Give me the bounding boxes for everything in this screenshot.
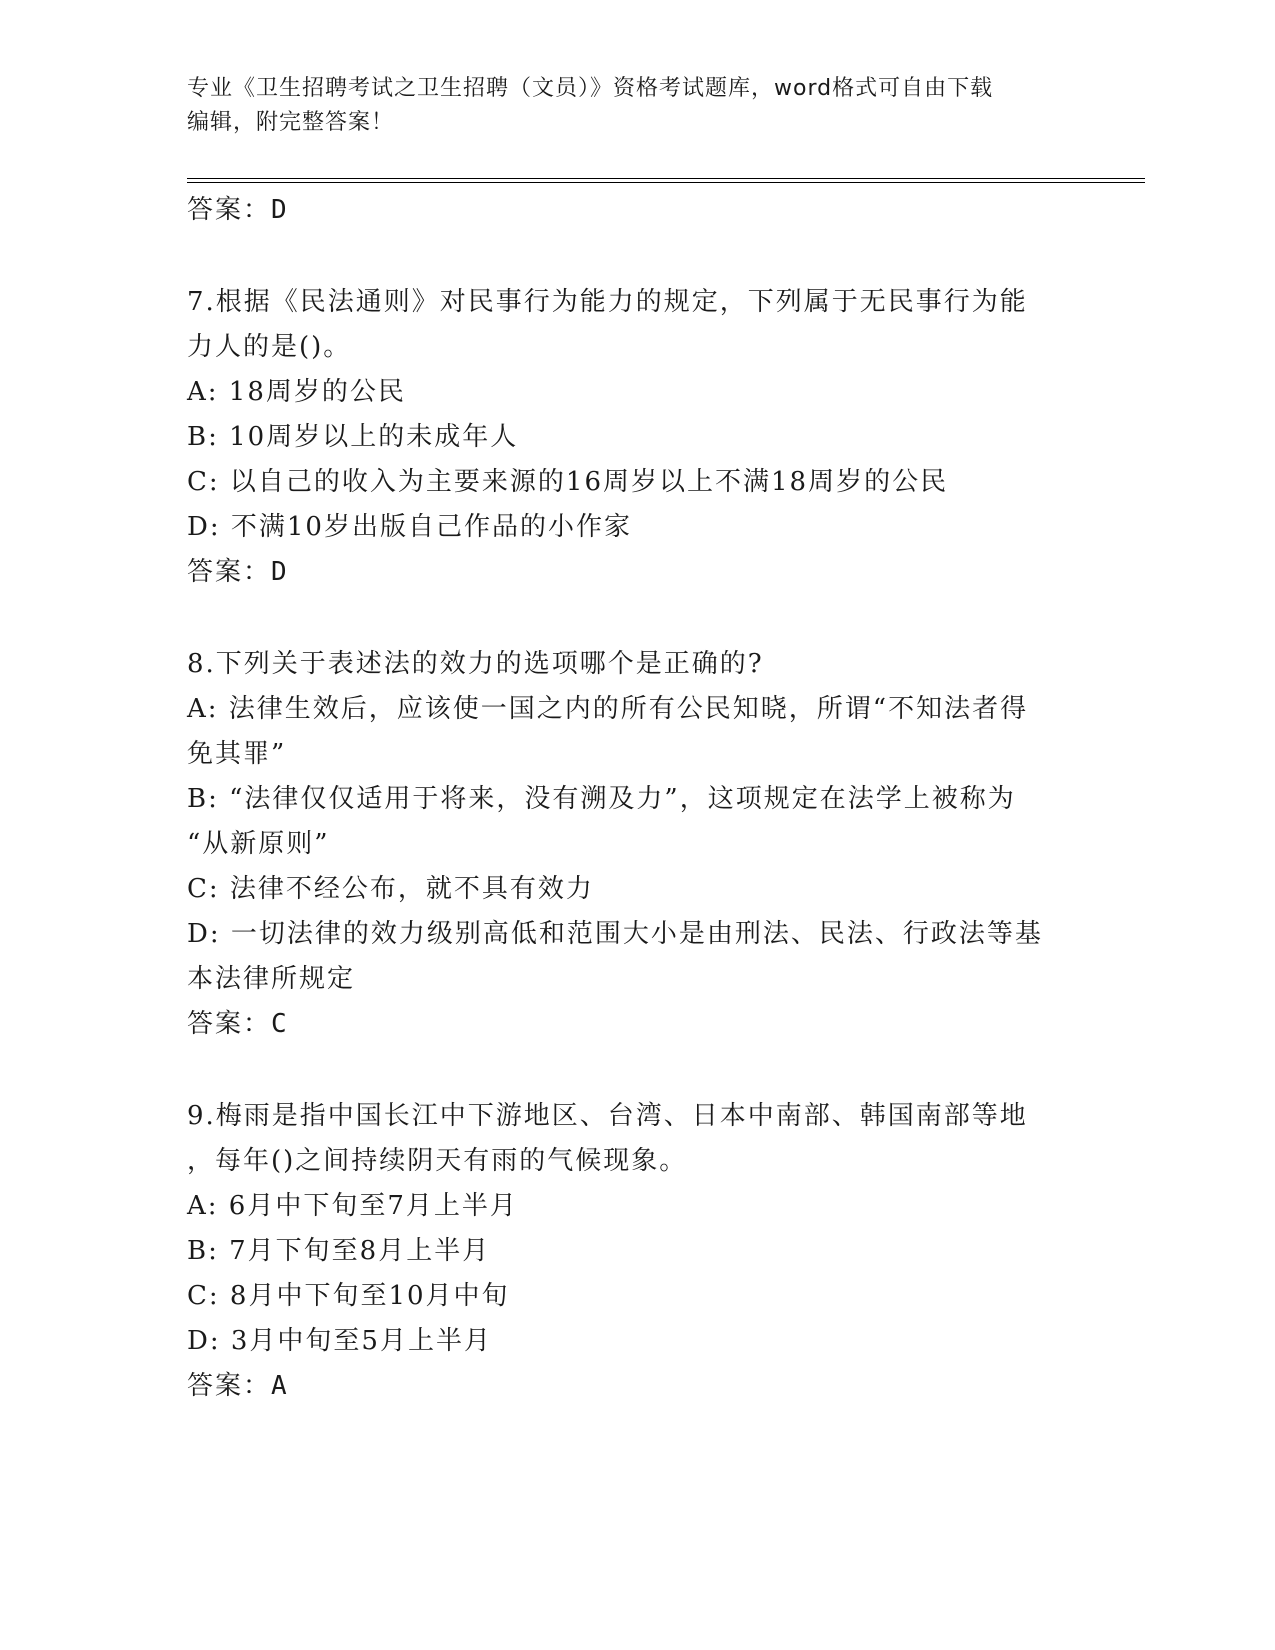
question-block [187,1094,1077,1409]
option-c: C: 8月中下旬至10月中旬 [187,1281,510,1311]
question-stem-line: 7.根据《民法通则》对民事行为能力的规定，下列属于无民事行为能 [187,287,1028,317]
question-block [187,642,1077,1047]
option-b-continued: “从新原则” [187,829,330,859]
answer-value: C [271,1009,289,1039]
question-gap [187,233,1077,280]
question-gap [187,595,1077,642]
answer-value: D [271,557,289,587]
option-c: C: 以自己的收入为主要来源的16周岁以上不满18周岁的公民 [187,467,949,497]
option-a: A: 6月中下旬至7月上半月 [187,1191,518,1221]
answer-label: 答案： [187,1371,272,1401]
option-a: A: 法律生效后，应该使一国之内的所有公民知晓，所谓“不知法者得 [187,694,1029,724]
question-stem-line: 9.梅雨是指中国长江中下游地区、台湾、日本中南部、韩国南部等地 [187,1101,1028,1131]
option-b: B: 7月下旬至8月上半月 [187,1236,491,1266]
option-a-continued: 免其罪” [187,739,287,769]
option-a: A: 18周岁的公民 [187,377,406,407]
header-divider-bottom [187,182,1145,183]
answer-label: 答案： [187,557,272,587]
answer-label: 答案： [187,195,272,225]
question-answer [187,550,1077,595]
question-stem-line: 8.下列关于表述法的效力的选项哪个是正确的? [187,649,764,679]
option-d-continued: 本法律所规定 [187,964,356,994]
option-d: D: 3月中旬至5月上半月 [187,1326,492,1356]
option-c: C: 法律不经公布，就不具有效力 [187,874,594,904]
header-line-1: 专业《卫生招聘考试之卫生招聘（文员）》资格考试题库，word格式可自由下载 [187,76,994,101]
question-stem-line: 力人的是()。 [187,332,352,362]
answer-value: D [271,195,289,225]
option-d: D: 不满10岁出版自己作品的小作家 [187,512,632,542]
question-answer [187,1002,1077,1047]
question-list [187,188,1077,1409]
question-stem-line: ，每年()之间持续阴天有雨的气候现象。 [187,1146,688,1176]
header-line-2: 编辑，附完整答案！ [187,110,395,135]
answer-value: A [271,1371,289,1401]
previous-answer [187,188,1077,233]
option-b: B: 10周岁以上的未成年人 [187,422,519,452]
question-gap [187,1047,1077,1094]
header-divider-top [187,178,1145,179]
answer-label: 答案： [187,1009,272,1039]
question-answer [187,1364,1077,1409]
option-b: B: “法律仅仅适用于将来，没有溯及力”，这项规定在法学上被称为 [187,784,1016,814]
document-header [187,72,1087,140]
question-block [187,280,1077,595]
option-d: D: 一切法律的效力级别高低和范围大小是由刑法、民法、行政法等基 [187,919,1043,949]
